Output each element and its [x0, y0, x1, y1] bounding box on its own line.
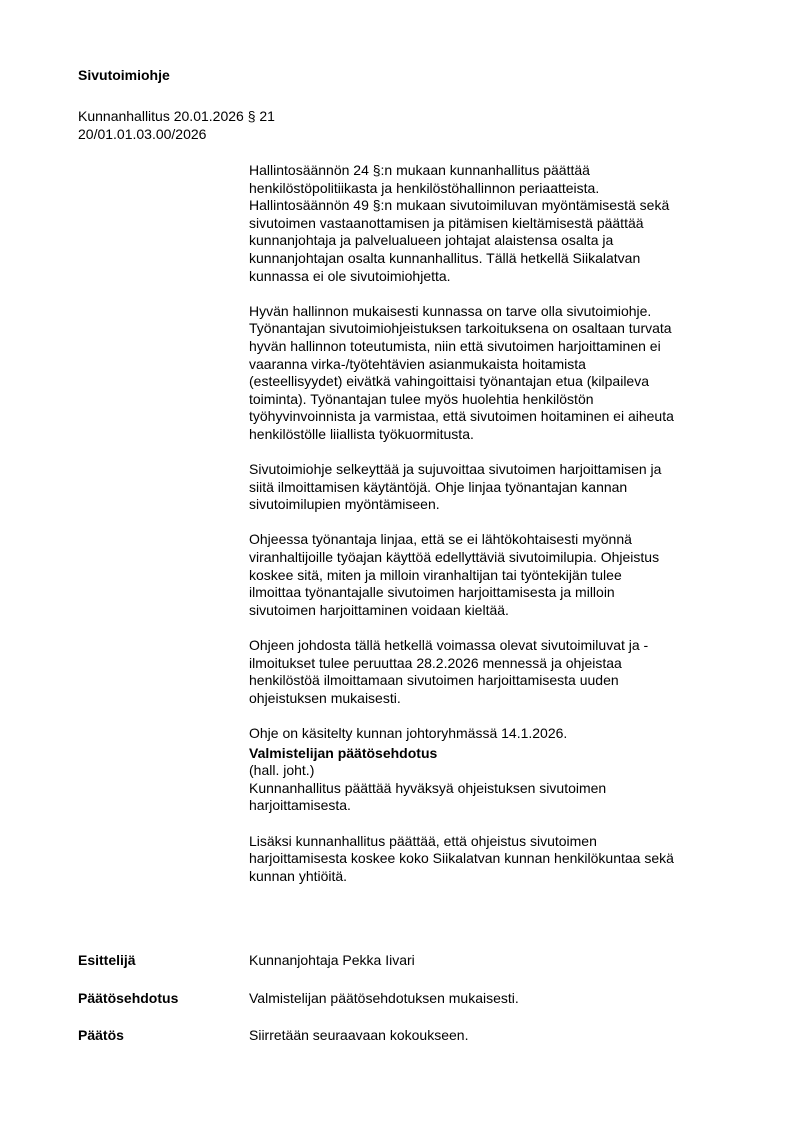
text-line: Lisäksi kunnanhallitus päättää, että ohjeistus sivutoimen [249, 832, 597, 849]
text-line: Ohje on käsitelty kunnan johtoryhmässä 14.1.2026. [249, 725, 568, 741]
text-line: harjoittamisesta. [249, 797, 351, 814]
text-line: kunnan yhtiöitä. [249, 867, 348, 884]
text-line: Ohjeen johdosta tällä hetkellä voimassa olevat sivutoimiluvat ja - [249, 637, 649, 654]
text-line: henkilöstöä ilmoittamaan sivutoimen harjoittamisesta uuden [249, 672, 619, 689]
paragraph [249, 637, 749, 707]
proposal-paragraph [249, 833, 749, 886]
text-line: sivutoimilupien myöntämiseen. [249, 496, 440, 513]
paragraph [249, 162, 749, 285]
text-line: Kunnanhallitus päättää hyväksyä ohjeistuksen sivutoimen [249, 779, 607, 796]
meeting-reference: Kunnanhallitus 20.01.2026 § 21 [78, 108, 275, 124]
meeting-meta [78, 108, 275, 143]
text-line: ilmoittaa työnantajalle sivutoimen harjoittamisesta ja milloin [249, 584, 615, 601]
paragraphs [249, 162, 749, 743]
text-line: ilmoitukset tulee peruuttaa 28.2.2026 mennessä ja ohjeistaa [249, 654, 622, 671]
text-line: kunnassa ei ole sivutoimiohjetta. [249, 267, 451, 284]
text-line: Sivutoimiohje selkeyttää ja sujuvoittaa sivutoimen harjoittamisen ja [249, 461, 662, 478]
text-line: kunnanjohtajan osalta kunnanhallitus. Tällä hetkellä Siikalatvan [249, 249, 641, 266]
text-line: toiminta). Työnantajan tulee myös huolehtia henkilöstön [249, 390, 594, 407]
text-line: Hallintosäännön 49 §:n mukaan sivutoimiluvan myöntämisestä sekä [249, 197, 670, 214]
text-line: viranhaltijoille työajan käyttöä edellyttäviä sivutoimilupia. Ohjeistus [249, 549, 660, 566]
text-line: ohjeistuksen mukaisesti. [249, 689, 401, 706]
paragraph [249, 461, 749, 514]
body-text [249, 162, 749, 903]
text-line: hyvän hallinnon toteutumista, niin että sivutoimen harjoittaminen ei [249, 337, 661, 354]
record-id: 20/01.01.03.00/2026 [78, 125, 207, 142]
text-line: siitä ilmoittamisen käytäntöjä. Ohje linjaa työnantajan kannan [249, 478, 628, 495]
field-value: Kunnanjohtaja Pekka Iivari [249, 952, 415, 968]
proposal-author: (hall. joht.) [249, 762, 315, 779]
text-line: koskee sitä, miten ja milloin viranhaltijan tai työntekijän tulee [249, 566, 622, 583]
text-line: kunnanjohtaja ja palvelualueen johtajat alaistensa osalta ja [249, 232, 614, 249]
field-value: Valmistelijan päätösehdotuksen mukaisesti. [249, 990, 519, 1006]
field-label: Päätösehdotus [78, 990, 179, 1006]
paragraph [249, 303, 749, 444]
text-line: vaaranna virka-/työtehtävien asianmukaista hoitamista [249, 355, 586, 372]
proposal-paragraph [249, 780, 749, 815]
paragraph [249, 725, 749, 743]
text-line: Hallintosäännön 24 §:n mukaan kunnanhallitus päättää [249, 162, 590, 178]
text-line: Ohjeessa työnantaja linjaa, että se ei lähtökohtaisesti myönnä [249, 531, 632, 548]
text-line: Hyvän hallinnon mukaisesti kunnassa on tarve olla sivutoimiohje. [249, 302, 652, 319]
text-line: työhyvinvoinnista ja varmistaa, että sivutoimen hoitaminen ei aiheuta [249, 408, 674, 425]
text-line: sivutoimen vastaanottamisen ja pitämisen kieltämisestä päättää [249, 214, 644, 231]
paragraph [249, 531, 749, 619]
field-label: Päätös [78, 1027, 124, 1043]
text-line: henkilöstölle liiallista työkuormitusta. [249, 425, 474, 442]
text-line: sivutoimen harjoittaminen voidaan kieltää. [249, 601, 509, 618]
proposal-section [249, 745, 749, 886]
text-line: (esteellisyydet) eivätkä vahingoittaisi työnantajan etua (kilpaileva [249, 373, 649, 390]
text-line: Työnantajan sivutoimiohjeistuksen tarkoituksena on osaltaan turvata [249, 320, 672, 337]
document-title: Sivutoimiohje [78, 67, 170, 83]
field-label: Esittelijä [78, 952, 136, 968]
field-value: Siirretään seuraavaan kokoukseen. [249, 1027, 469, 1043]
text-line: harjoittamisesta koskee koko Siikalatvan kunnan henkilökuntaa sekä [249, 850, 674, 867]
proposal-heading: Valmistelijan päätösehdotus [249, 744, 438, 761]
text-line: henkilöstöpolitiikasta ja henkilöstöhallinnon periaatteista. [249, 179, 600, 196]
